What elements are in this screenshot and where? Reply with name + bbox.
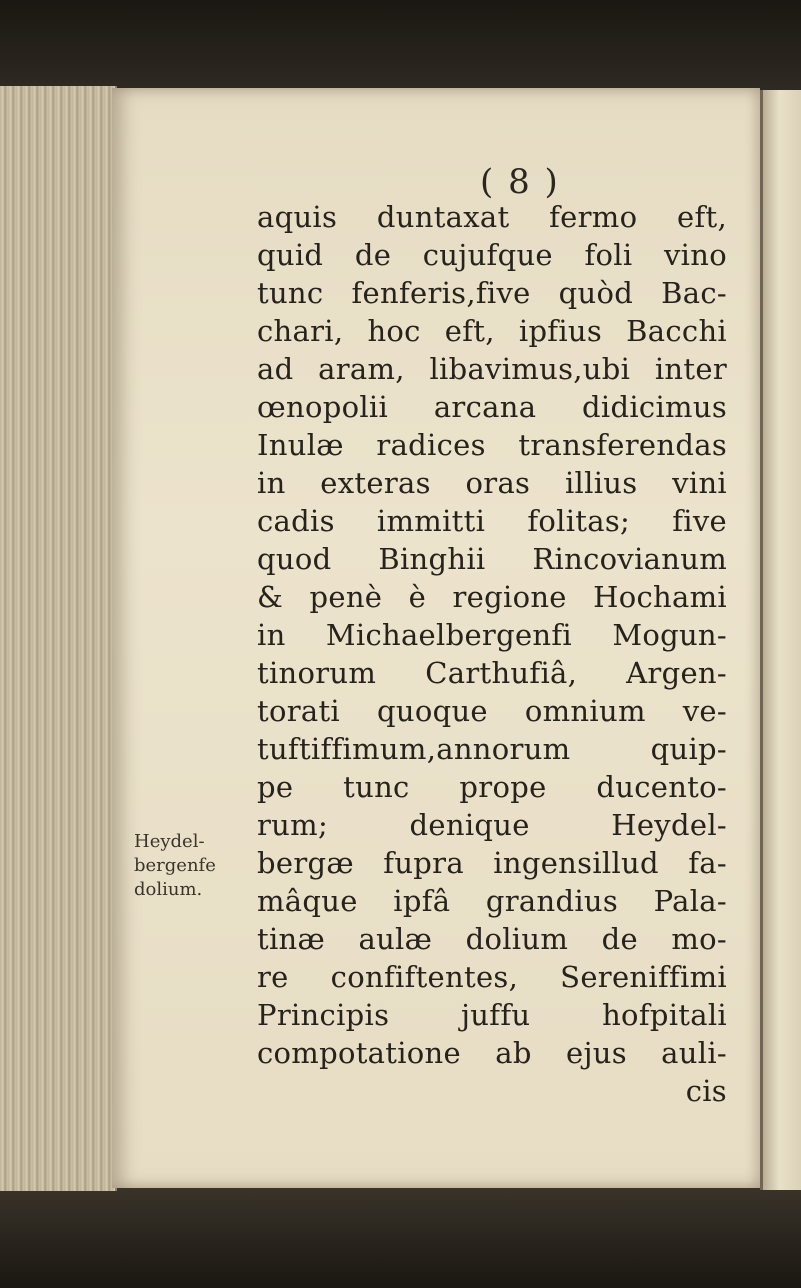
text-line: aquis duntaxat fermo eft, [257, 200, 727, 234]
text-line: & penè è regione Hochami [257, 580, 727, 614]
text-line: torati quoque omnium ve- [257, 694, 727, 728]
text-line: Inulæ radices transferendas [257, 428, 727, 462]
text-line: chari, hoc eft, ipfius Bacchi [257, 314, 727, 348]
text-line: in Michaelbergenfi Mogun- [257, 618, 727, 652]
left-page-edges [0, 86, 117, 1191]
text-line: rum; denique Heydel- [257, 808, 727, 842]
margin-note-line: dolium. [134, 879, 203, 900]
text-line: compotatione ab ejus auli- [257, 1036, 727, 1070]
body-text [257, 198, 727, 1110]
text-line: tunc fenferis,five quòd Bac- [257, 276, 727, 310]
text-line: re confiftentes, Sereniffimi [257, 960, 727, 994]
text-line: in exteras oras illius vini [257, 466, 727, 500]
text-line: œnopolii arcana didicimus [257, 390, 727, 424]
text-line: ad aram, libavimus,ubi inter [257, 352, 727, 386]
text-line: tinorum Carthufiâ, Argen- [257, 656, 727, 690]
text-line: bergæ fupra ingensillud fa- [257, 846, 727, 880]
page-number: ( 8 ) [480, 162, 560, 202]
text-line: tuftiffimum,annorum quip- [257, 732, 727, 766]
text-line: pe tunc prope ducento- [257, 770, 727, 804]
text-line: Principis juffu hofpitali [257, 998, 727, 1032]
catchword: cis [685, 1074, 727, 1108]
margin-note [134, 830, 252, 902]
text-line: mâque ipfâ grandius Pala- [257, 884, 727, 918]
margin-note-line: bergenfe [134, 855, 216, 876]
text-line: quod Binghii Rincovianum [257, 542, 727, 576]
text-line: quid de cujufque foli vino [257, 238, 727, 272]
facing-page-strip [760, 90, 801, 1190]
text-line: tinæ aulæ dolium de mo- [257, 922, 727, 956]
text-line: cadis immitti folitas; five [257, 504, 727, 538]
top-background [0, 0, 801, 92]
margin-note-line: Heydel- [134, 831, 205, 852]
bottom-background [0, 1185, 801, 1288]
